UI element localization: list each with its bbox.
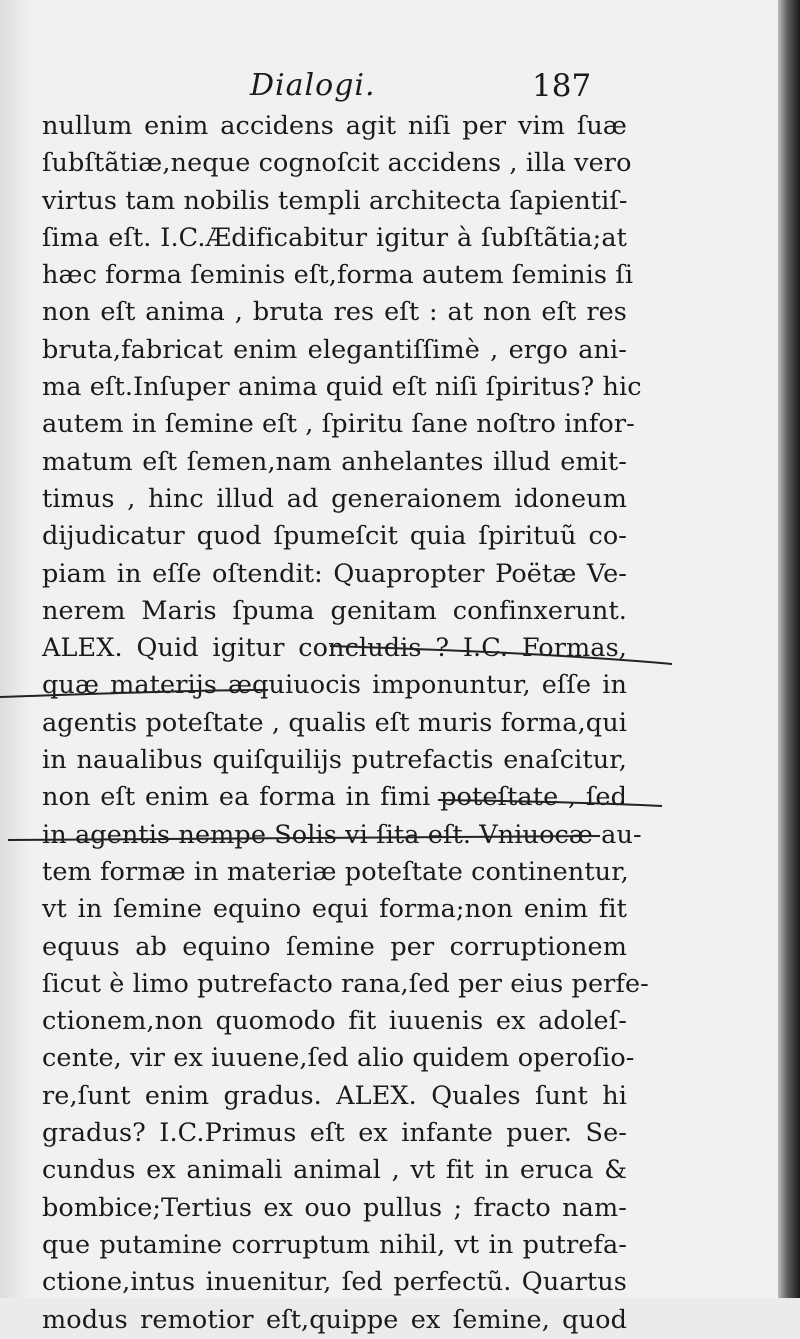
body-text — [42, 108, 649, 1339]
running-head — [250, 68, 630, 108]
text-line: que putamine corruptum nihil, vt in putrefa- — [42, 1229, 627, 1260]
page-number: 187 — [532, 68, 592, 104]
text-line: cundus ex animali animal , vt fit in eruca & — [42, 1155, 627, 1186]
text-line: non eſt enim ea forma in fimi poteſtate , ſed — [42, 782, 627, 813]
text-line: ſima eſt. I.C.Ædificabitur igitur à ſubſtãtia;at — [42, 222, 627, 253]
text-line: ctione,intus inuenitur, ſed perfectũ. Quartus — [42, 1267, 627, 1298]
binding-edge — [778, 0, 800, 1298]
text-line: ctionem,non quomodo fit iuuenis ex adoleſ- — [42, 1006, 627, 1037]
text-line: quæ materijs æquiuocis imponuntur, eſſe in — [42, 670, 627, 701]
page-shadow — [0, 0, 30, 1298]
text-line: gradus? I.C.Primus eſt ex infante puer. Se- — [42, 1118, 627, 1149]
text-line: hæc forma ſeminis eſt,forma autem ſeminis ſi — [42, 260, 634, 291]
text-line: nullum enim accidens agit niſi per vim ſuæ — [42, 111, 627, 141]
text-line: bruta,fabricat enim elegantiſſimè , ergo ani- — [42, 334, 627, 365]
text-line: re,ſunt enim gradus. ALEX. Quales ſunt hi — [42, 1080, 627, 1111]
text-line: in naualibus quiſquilijs putrefactis enaſcitur, — [42, 745, 627, 776]
text-line: matum eſt ſemen,nam anhelantes illud emit- — [42, 446, 627, 477]
text-line: equus ab equino ſemine per corruptionem — [42, 931, 627, 962]
text-line: virtus tam nobilis templi architecta ſapientiſ- — [42, 185, 628, 216]
text-line: autem in ſemine eſt , ſpiritu ſane noſtro infor- — [42, 409, 635, 440]
text-line: timus , hinc illud ad generaionem idoneum — [42, 483, 627, 514]
text-line: ALEX. Quid igitur concludis ? I.C. Formas, — [42, 633, 627, 664]
text-line: vt in ſemine equino equi forma;non enim fit — [42, 894, 627, 925]
text-line: in agentis nempe Solis vi ſita eſt. Vniuocæ au- — [42, 819, 642, 850]
text-line: tem formæ in materiæ poteſtate continentur, — [42, 856, 629, 887]
text-line: piam in eſſe oſtendit: Quapropter Poëtæ Ve- — [42, 558, 627, 589]
text-line: modus remotior eſt,quippe ex ſemine, quod — [42, 1304, 627, 1335]
text-line: non eſt anima , bruta res eſt : at non eſt res — [42, 297, 627, 328]
text-line: ſubſtãtiæ,neque cognoſcit accidens , illa vero — [42, 148, 632, 179]
text-line: ma eſt.Inſuper anima quid eſt niſi ſpiritus? hic — [42, 372, 642, 403]
text-line: ſicut è limo putrefacto rana,ſed per eius perfe- — [42, 968, 649, 999]
running-head-title: Dialogi. — [250, 68, 376, 103]
text-line: nerem Maris ſpuma genitam confinxerunt. — [42, 595, 627, 626]
text-line: agentis poteſtate , qualis eſt muris forma,qui — [42, 707, 627, 738]
text-line: bombice;Tertius ex ouo pullus ; fracto nam- — [42, 1192, 627, 1223]
text-line: dijudicatur quod ſpumeſcit quia ſpirituũ co- — [42, 521, 627, 552]
text-line: cente, vir ex iuuene,ſed alio quidem operoſio- — [42, 1043, 635, 1074]
